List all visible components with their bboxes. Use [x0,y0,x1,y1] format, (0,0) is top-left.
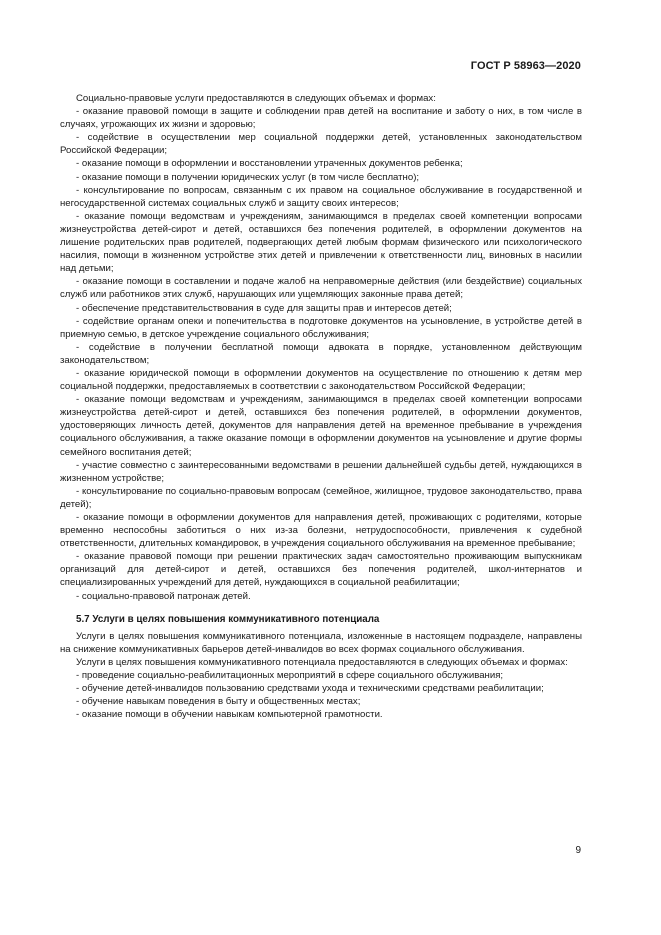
section-paragraph: Услуги в целях повышения коммуникативного потенциала предоставляются в следующих объемах и формах: [76,656,568,668]
page-number: 9 [575,845,581,856]
list-item: - оказание помощи ведомствам и учреждениям, занимающимся в пределах своей компетенции вопросами жизнеустройства детей-сирот и детей, оставшихся без попечения родителей, в оформлении документов на лишение родительских прав родителей, подвергающих детей любым формам физического или психологического насилия, помощи в жизненном устройстве этих детей и привлечении к ответственности лиц, виновных в насилии над детьми; [60,210,582,275]
list-item: - проведение социально-реабилитационных мероприятий в сфере социального обслуживания; [76,670,504,682]
section-intro: Социально-правовые услуги предоставляются в следующих объемах и формах: [76,93,436,104]
list-item: - обеспечение представительствования в суде для защиты прав и интересов детей; [76,302,452,314]
list-item: - оказание юридической помощи в оформлении документов на осуществление по отношению к детям мер социальной поддержки, предоставляемых в соответствии с законодательством Российской Федерации; [60,367,582,393]
list-item: - содействие в получении бесплатной помощи адвоката в порядке, установленном действующим законодательством; [60,341,582,366]
list-item: - консультирование по вопросам, связанным с их правом на социальное обслуживание в государственной и негосударственной системах социальных служб и защиту своих интересов; [60,184,582,209]
standard-number: ГОСТ Р 58963—2020 [470,60,581,72]
list-item: - оказание правовой помощи в защите и соблюдении прав детей на воспитание и заботу о них, в том числе в случаях, угрожающих их жизни и здоровью; [60,106,582,131]
list-item: - участие совместно с заинтересованными ведомствами в решении дальнейшей судьбы детей, нуждающихся в жизненном устройстве; [60,459,582,484]
document-body [60,92,582,721]
list-item: - содействие в осуществлении мер социальной поддержки детей, установленных законодательством Российской Федерации; [60,132,582,157]
communication-service-list [60,669,582,721]
list-item: - оказание правовой помощи при решении практических задач самостоятельно проживающим выпускникам организаций для детей-сирот и детей, оставшихся без попечения родителей, школ-интернатов и специализированных учреждений для детей, нуждающихся в социальной реабилитации; [60,551,582,589]
service-list [60,105,582,603]
list-item: - оказание помощи в составлении и подаче жалоб на неправомерные действия (или бездействие) социальных служб или работников этих служб, нарушающих или ущемляющих законные права детей; [60,276,582,301]
list-item: - оказание помощи ведомствам и учреждениям, занимающимся в пределах своей компетенции вопросами жизнеустройства детей-сирот и детей, оставшихся без попечения родителей, в оформлении документов, удостоверяющих личность детей, документов для направления детей на временное пребывание в учреждения социального обслуживания, а также оказание помощи в оформлении документов на усыновление и другие формы семейного воспитания детей; [60,394,582,458]
list-item: - содействие органам опеки и попечительства в подготовке документов на усыновление, в устройстве детей в приемную семью, в детское учреждение социального обслуживания; [60,315,582,340]
list-item: - оказание помощи в оформлении документов для направления детей, проживающих с родителями, которые временно неспособны заботиться о них из-за болезни, нетрудоспособности, привлечения к судебной ответственности, длительных командировок, в учреждения социального обслуживания на временное пребывание; [60,512,582,550]
list-item: - обучение навыкам поведения в быту и общественных местах; [76,696,361,708]
list-item: - оказание помощи в обучении навыкам компьютерной грамотности. [76,709,383,721]
section-paragraph: Услуги в целях повышения коммуникативного потенциала, изложенные в настоящем подразделе, направлены на снижение коммуникативных барьеров детей-инвалидов во всех формах социального обслуживания. [60,630,582,655]
section-heading: 5.7 Услуги в целях повышения коммуникативного потенциала [76,613,380,625]
list-item: - консультирование по социально-правовым вопросам (семейное, жилищное, трудовое законодательство, права детей); [60,485,582,510]
list-item: - обучение детей-инвалидов пользованию средствами ухода и техническими средствами реабилитации; [76,683,544,695]
list-item: - оказание помощи в оформлении и восстановлении утраченных документов ребенка; [76,158,463,170]
list-item: - социально-правовой патронаж детей. [76,590,251,602]
list-item: - оказание помощи в получении юридических услуг (в том числе бесплатно); [76,171,420,183]
